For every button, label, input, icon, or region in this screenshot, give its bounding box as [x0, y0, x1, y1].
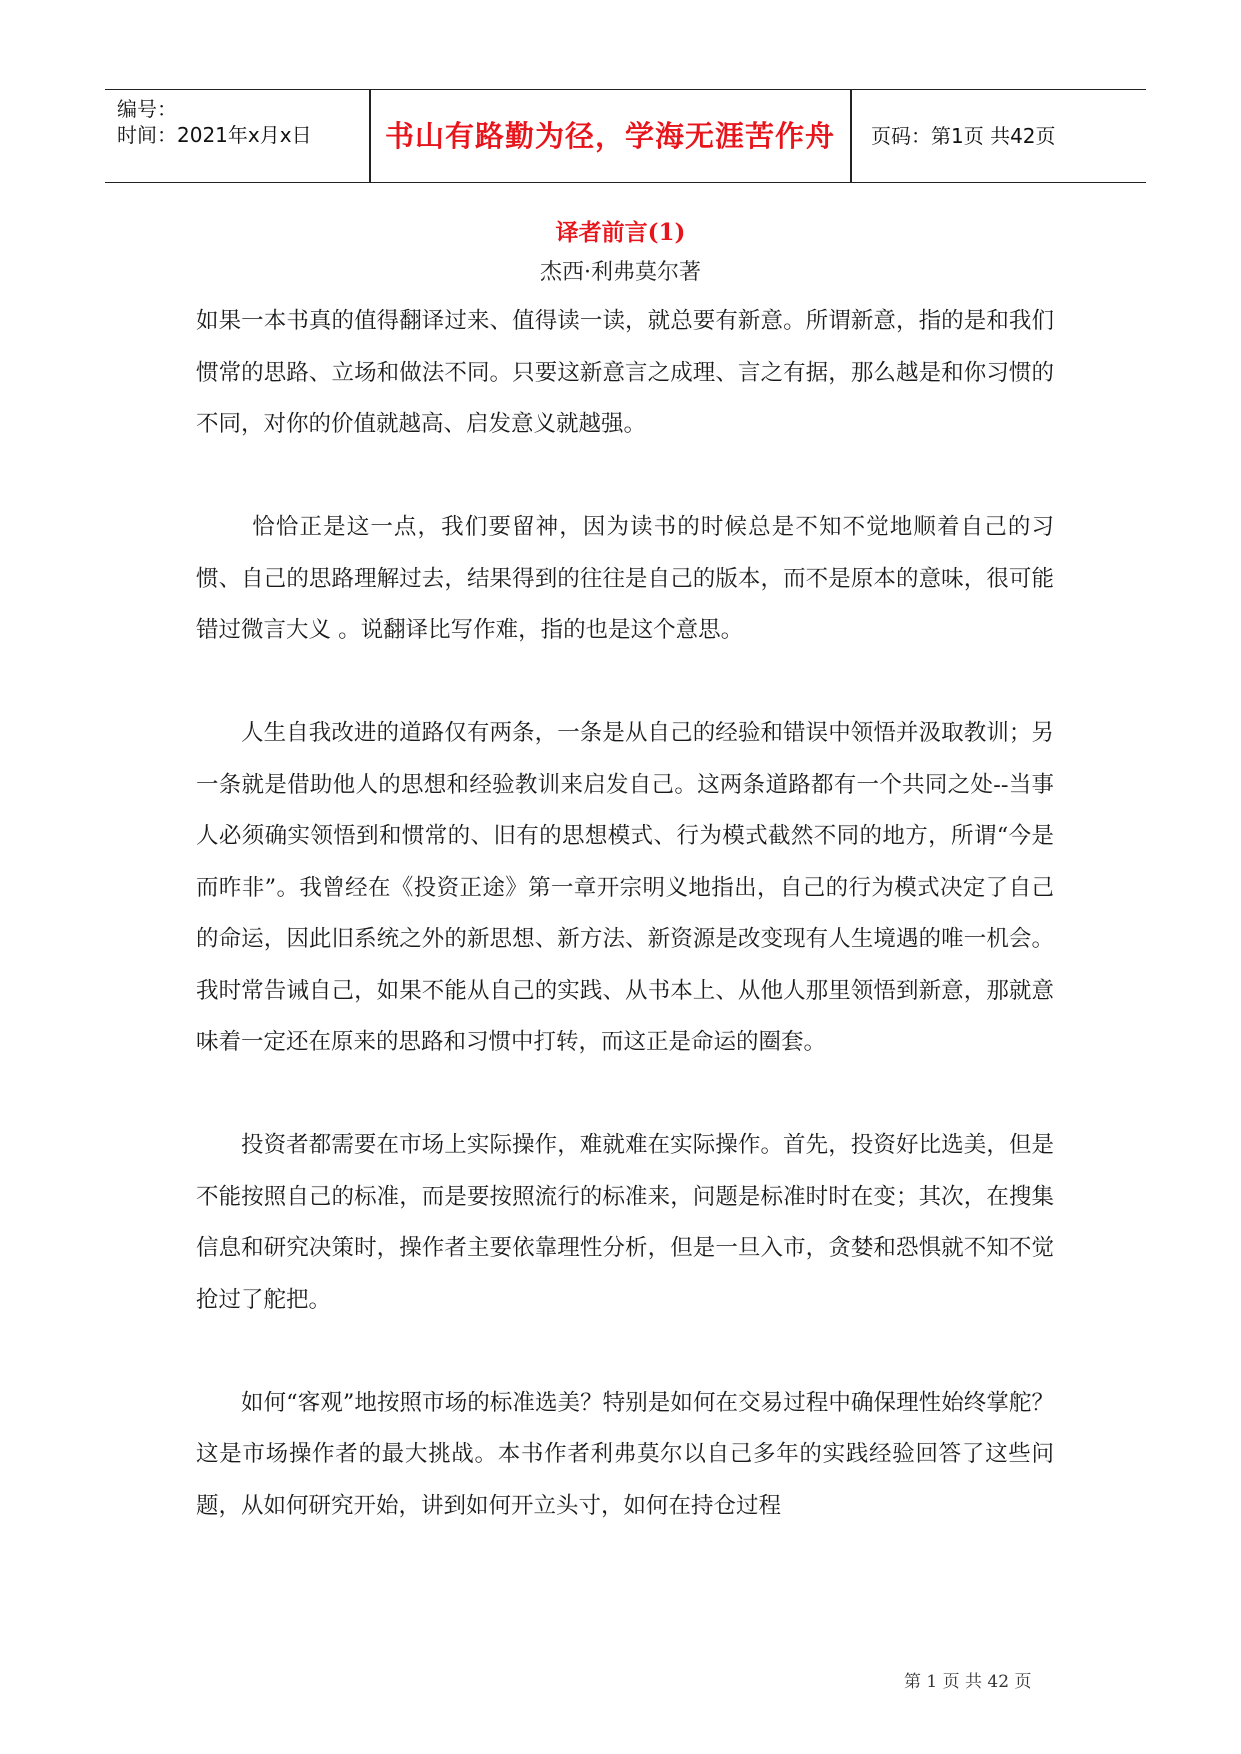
header-page-info: 页码：第1页 共42页 [871, 124, 1056, 148]
document-title: 译者前言(1) [555, 219, 686, 246]
document-body [196, 296, 1054, 1584]
header-meta [117, 96, 312, 148]
page-header [105, 89, 1146, 183]
page-footer: 第 1 页 共 42 页 [904, 1672, 1032, 1692]
header-divider [850, 90, 852, 182]
paragraph: 如果一本书真的值得翻译过来、值得读一读，就总要有新意。所谓新意，指的是和我们惯常的思路、立场和做法不同。只要这新意言之成理、言之有据，那么越是和你习惯的不同，对你的价值就越高、启发意义就越强。 [196, 308, 1054, 437]
paragraph: 如何“客观”地按照市场的标准选美？特别是如何在交易过程中确保理性始终掌舵？这是市场操作者的最大挑战。本书作者利弗莫尔以自己多年的实践经验回答了这些问题，从如何研究开始，讲到如何开立头寸，如何在持仓过程 [196, 1389, 1054, 1519]
header-motto: 书山有路勤为径，学海无涯苦作舟 [384, 119, 835, 153]
paragraph: 投资者都需要在市场上实际操作，难就难在实际操作。首先，投资好比选美，但是不能按照自己的标准，而是要按照流行的标准来，问题是标准时时在变；其次，在搜集信息和研究决策时，操作者主要依靠理性分析，但是一旦入市，贪婪和恐惧就不知不觉抢过了舵把。 [196, 1132, 1054, 1313]
paragraph: 恰恰正是这一点，我们要留神，因为读书的时候总是不知不觉地顺着自己的习惯、自己的思路理解过去，结果得到的往往是自己的版本，而不是原本的意味，很可能错过微言大义 。说翻译比写作难，指的也是这个意思。 [196, 514, 1054, 643]
document-number-label: 编号： [117, 97, 177, 121]
paragraph: 人生自我改进的道路仅有两条，一条是从自己的经验和错误中领悟并汲取教训；另一条就是借助他人的思想和经验教训来启发自己。这两条道路都有一个共同之处--当事人必须确实领悟到和惯常的、旧有的思想模式、行为模式截然不同的地方，所谓“今是而昨非”。我曾经在《投资正途》第一章开宗明义地指出，自己的行为模式决定了自己的命运，因此旧系统之外的新思想、新方法、新资源是改变现有人生境遇的唯一机会。我时常告诫自己，如果不能从自己的实践、从书本上、从他人那里领悟到新意，那就意味着一定还在原来的思路和习惯中打转，而这正是命运的圈套。 [196, 720, 1054, 1055]
document-author: 杰西·利弗莫尔著 [540, 260, 701, 285]
document-time-label: 时间：2021年x月x日 [117, 123, 312, 147]
